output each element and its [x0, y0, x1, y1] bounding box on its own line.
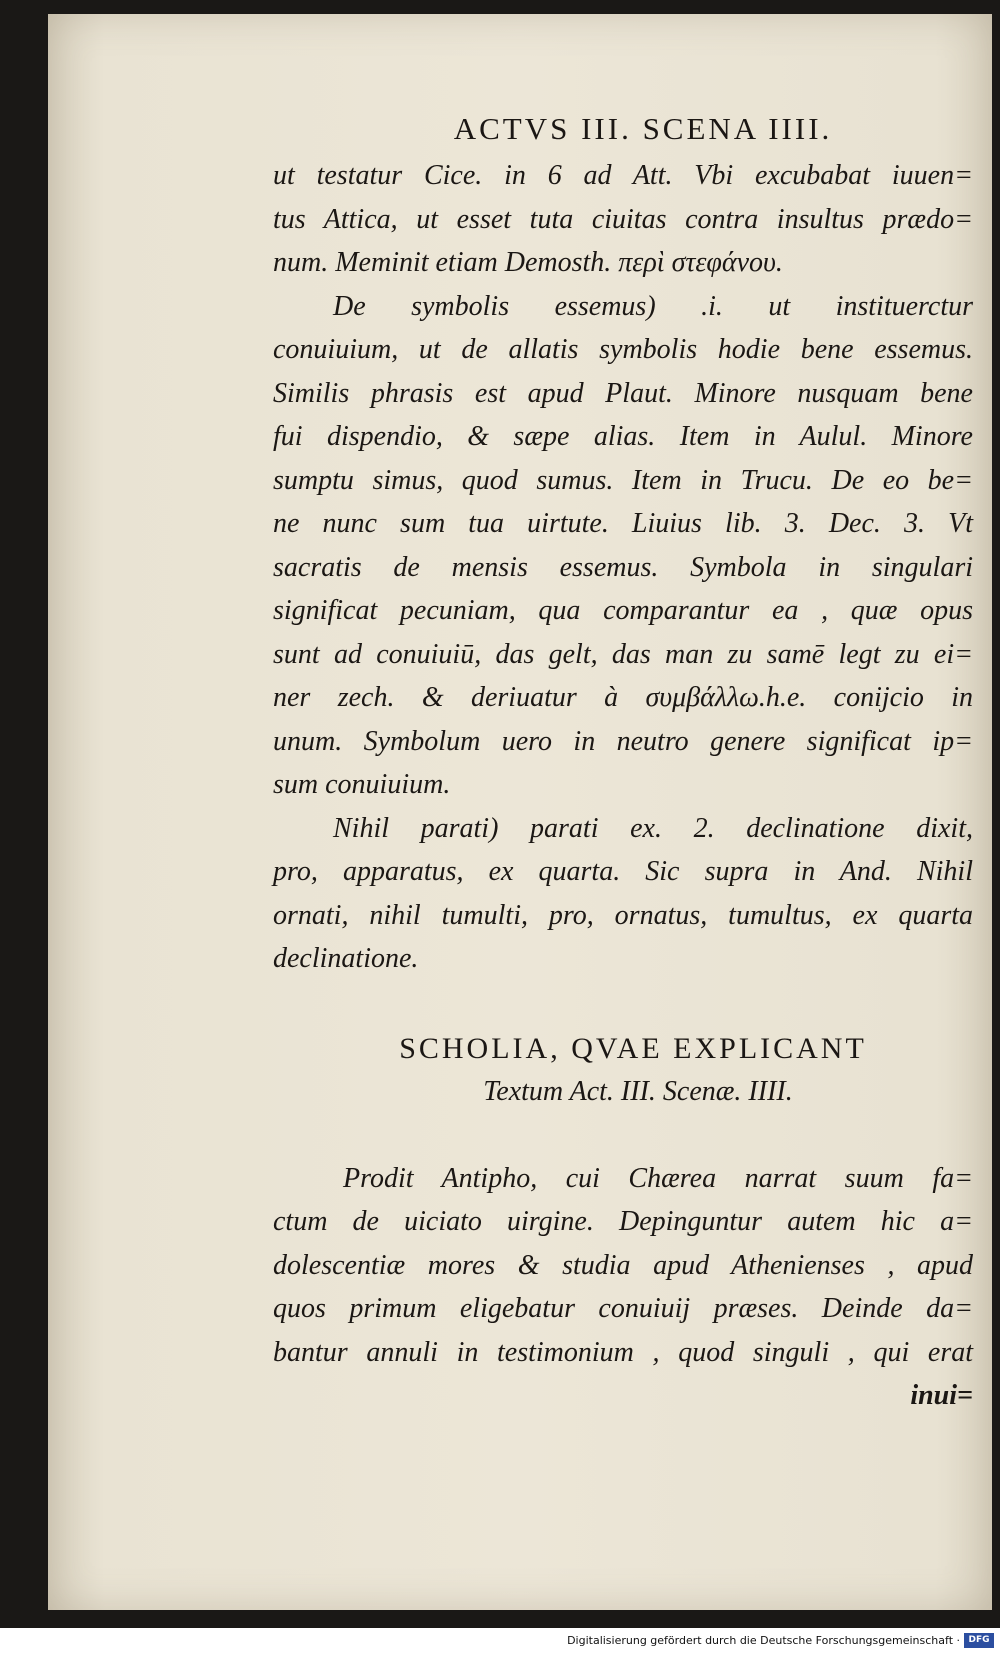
- body-line: pro, apparatus, ex quarta. Sic supra in And. Nihil: [273, 856, 973, 887]
- scholia-line: bantur annuli in testimonium , quod singuli , qui erat: [273, 1336, 973, 1368]
- body-line: significat pecuniam, qua comparantur ea , quæ opus: [273, 595, 973, 626]
- body-line: sunt ad conuiuiū, das gelt, das man zu samē legt zu ei=: [273, 638, 973, 670]
- scholia-line: Prodit Antipho, cui Chærea narrat suum fa=: [343, 1162, 973, 1194]
- book-page: [48, 14, 992, 1610]
- body-line: Nihil parati) parati ex. 2. declinatione dixit,: [333, 812, 973, 844]
- running-head: ACTVS III. SCENA IIII.: [453, 111, 833, 146]
- scholia-line: quos primum eligebatur conuiuij præses. Deinde da=: [273, 1293, 973, 1324]
- body-line: num. Meminit etiam Demosth. περὶ στεφάνου.: [273, 247, 783, 278]
- body-line: conuiuium, ut de allatis symbolis hodie bene essemus.: [273, 334, 973, 365]
- body-line: tus Attica, ut esset tuta ciuitas contra insultus prædo=: [273, 203, 973, 235]
- body-line: ner zech. & deriuatur à συμβάλλω.h.e. conijcio in: [273, 682, 973, 713]
- scholia-line: ctum de uiciato uirgine. Depinguntur autem hic a=: [273, 1206, 973, 1237]
- body-line: ne nunc sum tua uirtute. Liuius lib. 3. Dec. 3. Vt: [273, 508, 973, 539]
- body-line: fui dispendio, & sæpe alias. Item in Aulul. Minore: [273, 421, 973, 452]
- body-line: ut testatur Cice. in 6 ad Att. Vbi excubabat iuuen=: [273, 160, 973, 191]
- body-line: sacratis de mensis essemus. Symbola in singulari: [273, 551, 973, 583]
- page-text-block: [273, 104, 973, 1417]
- body-line: ornati, nihil tumulti, pro, ornatus, tumultus, ex quarta: [273, 899, 973, 931]
- section-subheading: Textum Act. III. Scenæ. IIII.: [483, 1075, 793, 1107]
- footer-bar: [0, 1628, 1000, 1657]
- section-heading: SCHOLIA, QVAE EXPLICANT: [399, 1031, 867, 1065]
- body-line: sum conuiuium.: [273, 769, 451, 800]
- spacer: [273, 1113, 973, 1157]
- body-line: Similis phrasis est apud Plaut. Minore nusquam bene: [273, 377, 973, 409]
- dfg-logo-icon: DFG: [964, 1633, 994, 1648]
- body-line: De symbolis essemus) .i. ut instituerctur: [333, 290, 973, 322]
- footer-credit: Digitalisierung gefördert durch die Deutsche Forschungsgemeinschaft ·: [567, 1634, 960, 1647]
- body-line: unum. Symbolum uero in neutro genere significat ip=: [273, 725, 973, 757]
- body-line: sumptu simus, quod sumus. Item in Trucu. De eo be=: [273, 464, 973, 496]
- scholia-line: dolescentiæ mores & studia apud Athenienses , apud: [273, 1249, 973, 1281]
- body-line: declinatione.: [273, 943, 419, 974]
- catchword: inui=: [910, 1380, 973, 1411]
